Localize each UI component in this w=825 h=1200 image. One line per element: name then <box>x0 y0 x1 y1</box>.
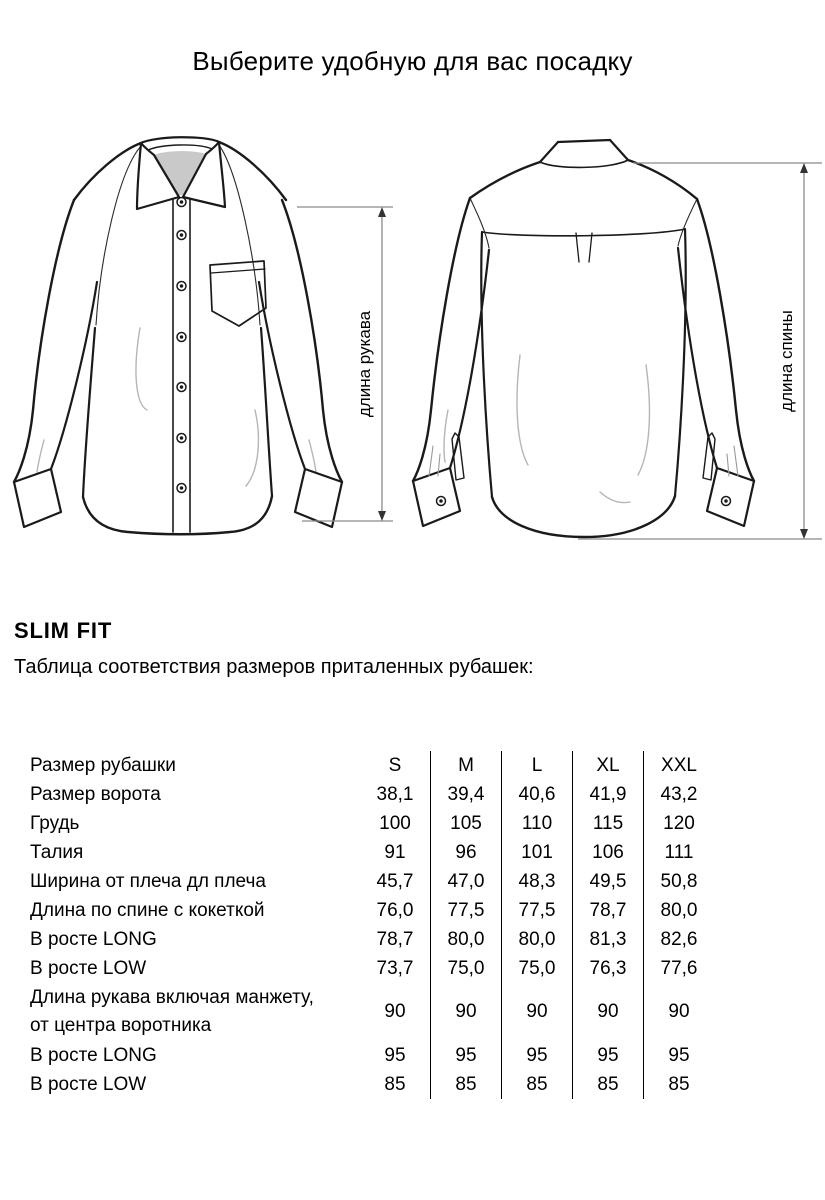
measurement-value: 95 <box>502 1041 573 1070</box>
measurement-value: 80,0 <box>502 925 573 954</box>
measurement-label: Грудь <box>30 812 80 834</box>
size-column-header: XXL <box>644 751 715 780</box>
measurement-value: 76,3 <box>573 954 644 983</box>
front-body-left-edge <box>83 328 95 497</box>
front-armhole-seam-right <box>219 145 260 325</box>
back-shoulder-left <box>470 162 540 198</box>
measurement-value: 49,5 <box>573 867 644 896</box>
measurement-value: 76,0 <box>376 899 414 921</box>
fit-heading: SLIM FIT <box>14 618 113 643</box>
front-placket <box>173 199 190 532</box>
page-title: Выберите удобную для вас посадку <box>192 46 633 76</box>
table-row <box>30 751 714 780</box>
arrow-down-icon <box>800 529 808 539</box>
measurement-value: 39,4 <box>431 780 502 809</box>
measurement-value: 91 <box>384 841 406 863</box>
measurement-value: 96 <box>431 838 502 867</box>
front-sleeve-right-inner <box>259 282 305 469</box>
front-shoulder-left <box>74 143 141 200</box>
measurement-value: 43,2 <box>644 780 715 809</box>
measurement-value: 101 <box>502 838 573 867</box>
measurement-value: 105 <box>431 809 502 838</box>
measurement-value: 85 <box>431 1070 502 1099</box>
measurement-value: 73,7 <box>376 957 414 979</box>
measurement-value: 95 <box>573 1041 644 1070</box>
measurement-value: 85 <box>384 1073 406 1095</box>
back-crease-lines <box>444 355 649 503</box>
measurement-value: 50,8 <box>644 867 715 896</box>
measurement-label: Размер рубашки <box>30 754 176 776</box>
sleeve-length-dimension <box>297 207 393 521</box>
measurement-value: 90 <box>573 983 644 1041</box>
shirt-diagram <box>0 110 825 590</box>
table-caption: Таблица соответствия размеров приталенных рубашек: <box>14 656 534 678</box>
measurement-value: 38,1 <box>376 783 414 805</box>
front-cuff-left <box>14 469 61 527</box>
measurement-label: В росте LONG <box>30 1044 157 1066</box>
measurement-value: 75,0 <box>431 954 502 983</box>
measurement-value: 90 <box>384 1001 406 1022</box>
table-row <box>30 838 714 867</box>
measurement-label: В росте LONG <box>30 928 157 950</box>
front-crease-lines <box>37 328 316 486</box>
measurement-value: 85 <box>573 1070 644 1099</box>
measurement-label-line1: Длина рукава включая манжету, <box>30 987 314 1008</box>
measurement-value: 77,6 <box>644 954 715 983</box>
yoke-seam <box>482 229 685 236</box>
measurement-value: 40,6 <box>502 780 573 809</box>
back-length-dimension <box>578 163 822 539</box>
arrow-up-icon <box>378 207 386 217</box>
back-armhole-left <box>470 198 489 248</box>
back-sleeve-left-outer <box>413 198 470 481</box>
measurement-value: 120 <box>644 809 715 838</box>
table-row <box>30 896 714 925</box>
table-row <box>30 1041 714 1070</box>
measurement-value: 77,5 <box>502 896 573 925</box>
measurement-value: 111 <box>644 838 715 867</box>
back-cuff-left <box>413 468 460 526</box>
measurement-value: 95 <box>384 1044 406 1066</box>
cuff-gather-lines <box>429 446 738 476</box>
measurement-label: В росте LOW <box>30 1073 147 1095</box>
measurement-value: 85 <box>502 1070 573 1099</box>
size-column-header: M <box>431 751 502 780</box>
back-hem <box>492 496 675 537</box>
back-shoulder-right <box>628 160 697 199</box>
measurement-value: 110 <box>502 809 573 838</box>
back-armhole-right <box>678 199 697 246</box>
measurement-label: Ширина от плеча дл плеча <box>30 870 266 892</box>
measurement-label: В росте LOW <box>30 957 147 979</box>
measurement-value: 90 <box>502 983 573 1041</box>
cuff-buttons <box>437 497 731 506</box>
measurement-value: 81,3 <box>573 925 644 954</box>
front-body-right-edge <box>261 328 272 496</box>
front-cuff-right <box>295 469 342 527</box>
back-sleeve-right-outer <box>697 199 754 481</box>
measurement-value: 95 <box>431 1041 502 1070</box>
table-row <box>30 809 714 838</box>
front-hem <box>83 496 272 534</box>
front-buttons <box>177 198 186 493</box>
measurement-value: 78,7 <box>573 896 644 925</box>
measurement-value: 95 <box>644 1041 715 1070</box>
shirt-front-drawing <box>14 137 342 534</box>
back-collar <box>540 140 628 167</box>
size-column-header: L <box>502 751 573 780</box>
measurement-value: 75,0 <box>502 954 573 983</box>
measurement-value: 80,0 <box>644 896 715 925</box>
table-row <box>30 954 714 983</box>
measurement-value: 90 <box>431 983 502 1041</box>
measurement-value: 82,6 <box>644 925 715 954</box>
measurement-value: 100 <box>379 812 411 834</box>
measurement-label: Талия <box>30 841 84 863</box>
measurement-label: Размер ворота <box>30 783 161 805</box>
measurement-label-line2: от центра воротника <box>30 1015 212 1036</box>
front-armhole-seam-left <box>96 146 141 325</box>
sleeve-length-label: длина рукава <box>355 310 374 418</box>
size-column-header: XL <box>573 751 644 780</box>
measurement-label: Длина по спине с кокеткой <box>30 899 265 921</box>
table-row <box>30 925 714 954</box>
measurement-value: 115 <box>573 809 644 838</box>
back-cuff-right <box>707 468 754 526</box>
collar-band-inner <box>148 145 212 150</box>
table-row <box>30 780 714 809</box>
measurement-value: 85 <box>644 1070 715 1099</box>
front-sleeve-right-outer <box>282 200 342 482</box>
measurement-value: 90 <box>644 983 715 1041</box>
back-length-label: длина спины <box>777 310 796 412</box>
arrow-up-icon <box>800 163 808 173</box>
shirt-back-drawing <box>413 140 754 537</box>
measurement-value: 48,3 <box>502 867 573 896</box>
front-shoulder-right <box>219 142 286 200</box>
size-column-header: S <box>388 754 402 776</box>
measurement-value: 106 <box>573 838 644 867</box>
size-table <box>30 751 714 1099</box>
table-row <box>30 1070 714 1099</box>
collar-band-top <box>141 137 219 143</box>
table-row <box>30 983 714 1041</box>
measurement-value: 77,5 <box>431 896 502 925</box>
measurement-label <box>30 983 360 1041</box>
pleat-lines <box>576 233 592 262</box>
measurement-value: 45,7 <box>376 870 414 892</box>
measurement-value: 47,0 <box>431 867 502 896</box>
measurement-value: 41,9 <box>573 780 644 809</box>
arrow-down-icon <box>378 511 386 521</box>
measurement-value: 78,7 <box>376 928 414 950</box>
table-row <box>30 867 714 896</box>
measurement-value: 80,0 <box>431 925 502 954</box>
